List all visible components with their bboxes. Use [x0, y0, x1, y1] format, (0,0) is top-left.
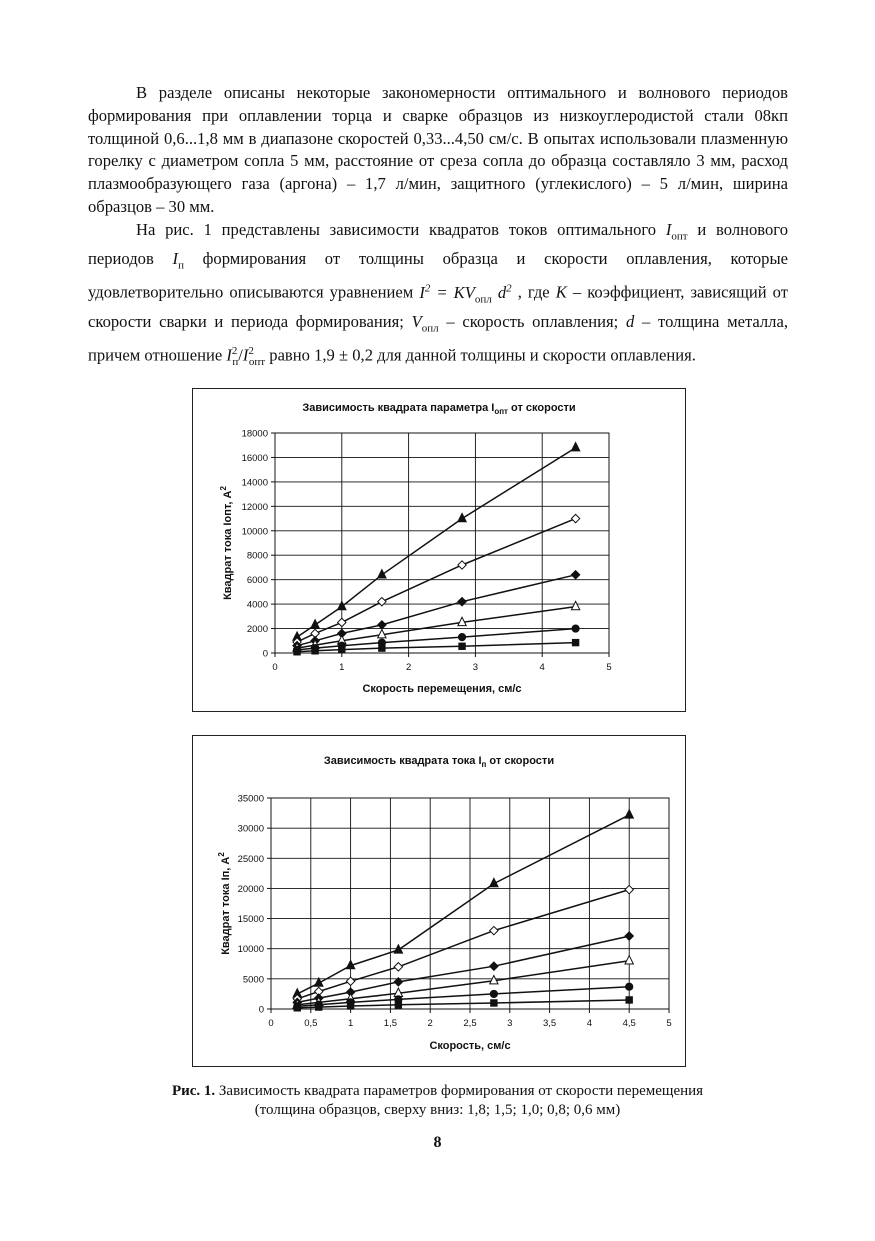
x-tick-label: 5	[666, 1018, 672, 1029]
data-point	[316, 1004, 322, 1010]
data-point	[395, 1002, 401, 1008]
p2-text-a: На рис. 1 представлены зависимости квадратов токов оптимального	[136, 220, 666, 239]
x-tick-label: 5	[606, 662, 612, 673]
y-tick-label: 6000	[246, 575, 268, 587]
x-tick-label: 4	[539, 662, 545, 673]
y-tick-label: 18000	[241, 428, 268, 440]
p2-text-b: и волнового периодов	[88, 220, 788, 269]
y-tick-label: 4000	[246, 599, 268, 611]
y-tick-label: 0	[262, 648, 268, 660]
data-point	[458, 634, 465, 641]
ratio-sup2: 2	[248, 344, 254, 357]
y-tick-label: 15000	[237, 914, 264, 926]
eq-d: d	[491, 282, 507, 302]
data-point	[572, 639, 578, 645]
x-tick-label: 3	[472, 662, 479, 673]
data-point	[626, 997, 632, 1003]
figure-caption	[60, 1082, 815, 1120]
y-tick-label: 35000	[237, 793, 264, 805]
data-point	[491, 1000, 497, 1006]
data-point	[572, 625, 579, 632]
data-point	[379, 645, 385, 651]
data-point	[626, 983, 633, 990]
subscript-opt: опт	[671, 230, 688, 243]
x-tick-label: 3	[507, 1018, 513, 1029]
p2-text-f: – скорость оплавления;	[438, 311, 626, 331]
x-tick-label: 1	[339, 662, 345, 673]
subscript-n: п	[178, 259, 184, 272]
equation	[419, 282, 512, 306]
x-tick-label: 0,5	[304, 1018, 318, 1029]
x-tick-label: 3,5	[542, 1018, 557, 1029]
chart-in-box	[192, 735, 686, 1067]
x-tick-label: 1	[347, 1018, 354, 1029]
y-tick-label: 12000	[241, 501, 268, 513]
y-tick-label: 14000	[241, 477, 268, 489]
symbol-d: d	[626, 311, 635, 331]
chart-in	[193, 736, 685, 1066]
symbol-k: K	[555, 282, 567, 302]
chart-iopt	[193, 389, 685, 711]
y-tick-label: 25000	[237, 853, 264, 865]
ratio-i2: I	[242, 345, 249, 365]
data-point	[347, 1003, 353, 1009]
y-tick-label: 16000	[241, 452, 268, 464]
y-tick-label: 20000	[237, 883, 264, 895]
y-tick-label: 8000	[246, 550, 268, 562]
x-axis-label: Скорость, см/с	[429, 1040, 511, 1052]
y-axis-label: Квадрат тока Iопт, $А^2$	[219, 486, 234, 600]
p2-text-g: – толщина металла, причем отношение	[88, 311, 788, 365]
caption-text: Зависимость квадрата параметров формирования от скорости перемещения	[215, 1083, 704, 1099]
p2-text-d: , где	[511, 282, 556, 302]
y-axis-label: Квадрат тока Iп, $А^2$	[217, 852, 232, 955]
y-tick-label: 0	[258, 1004, 264, 1016]
ratio-sub1: п	[232, 355, 239, 368]
x-tick-label: 4,5	[622, 1018, 636, 1029]
ratio-slash: /	[238, 345, 243, 365]
paragraph-fig-description	[88, 219, 788, 374]
x-axis-label: Скорость перемещения, см/с	[362, 683, 522, 695]
x-tick-label: 4	[586, 1018, 593, 1029]
plot-area	[275, 433, 609, 653]
symbol-i-opt: I	[665, 220, 672, 239]
x-tick-label: 1,5	[383, 1018, 398, 1029]
data-point	[459, 643, 465, 649]
data-point	[339, 646, 345, 652]
symbol-i-n: I	[172, 249, 179, 269]
data-point	[312, 648, 318, 654]
y-tick-label: 30000	[237, 823, 264, 835]
p2-text-c: формирования от толщины образца и скорости оплавления, которые удовлетворительно описываются уравнением	[88, 249, 788, 302]
eq-i: I	[419, 282, 425, 302]
chart-iopt-box	[192, 388, 686, 712]
p2-text-h: равно 1,9 ± 0,2 для данной толщины и скорости оплавления.	[265, 345, 696, 365]
chart-title: Зависимость квадрата тока $I_п$ от скорости	[323, 755, 555, 769]
y-tick-label: 2000	[246, 624, 268, 636]
chart-title: Зависимость квадрата параметра $I_{опт}$ от скорости	[302, 402, 576, 416]
p2-text-e: – коэффициент, зависящий от скорости сварки и периода формирования;	[88, 282, 788, 331]
eq-sq1: 2	[424, 282, 431, 295]
x-tick-label: 0	[272, 662, 278, 673]
x-tick-label: 2,5	[463, 1018, 477, 1029]
caption-label: Рис. 1.	[171, 1083, 216, 1099]
x-tick-label: 0	[268, 1018, 274, 1029]
subscript-opl: опл	[421, 322, 439, 335]
eq-sub-opl: опл	[474, 293, 492, 306]
data-point	[490, 990, 497, 997]
paragraph-intro: В разделе описаны некоторые закономерности оптимального и волнового периодов формирования при оплавлении торца и сварке образцов из низкоуглеродистой стали 08кп толщиной 0,6...1,8 мм в диапазоне скоростей 0,33...4,50 см/с. В опытах использовали плазменную горелку с диаметром сопла 5 мм, расстояние от среза сопла до образца составляло 3 мм, расход плазмообразующего газа (аргона) – 1,7 л/мин, защитного (углекислого) – 5 л/мин, ширина образцов – 30 мм.	[88, 83, 788, 216]
eq-kv: = KV	[430, 282, 475, 302]
eq-sq2: 2	[506, 282, 512, 295]
page-number: 8	[433, 1134, 442, 1151]
data-point	[294, 1005, 300, 1011]
ratio-i1: I	[226, 345, 232, 365]
y-tick-label: 5000	[242, 974, 264, 986]
ratio-sup1: 2	[231, 344, 238, 357]
y-tick-label: 10000	[241, 526, 268, 538]
data-point	[294, 649, 300, 655]
caption-text-line2: (толщина образцов, сверху вниз: 1,8; 1,5; 1,0; 0,8; 0,6 мм)	[254, 1102, 621, 1118]
x-tick-label: 2	[427, 1018, 433, 1029]
ratio-sub2: опт	[248, 355, 266, 368]
symbol-v: V	[411, 311, 422, 331]
x-tick-label: 2	[405, 662, 412, 673]
y-tick-label: 10000	[237, 944, 264, 956]
